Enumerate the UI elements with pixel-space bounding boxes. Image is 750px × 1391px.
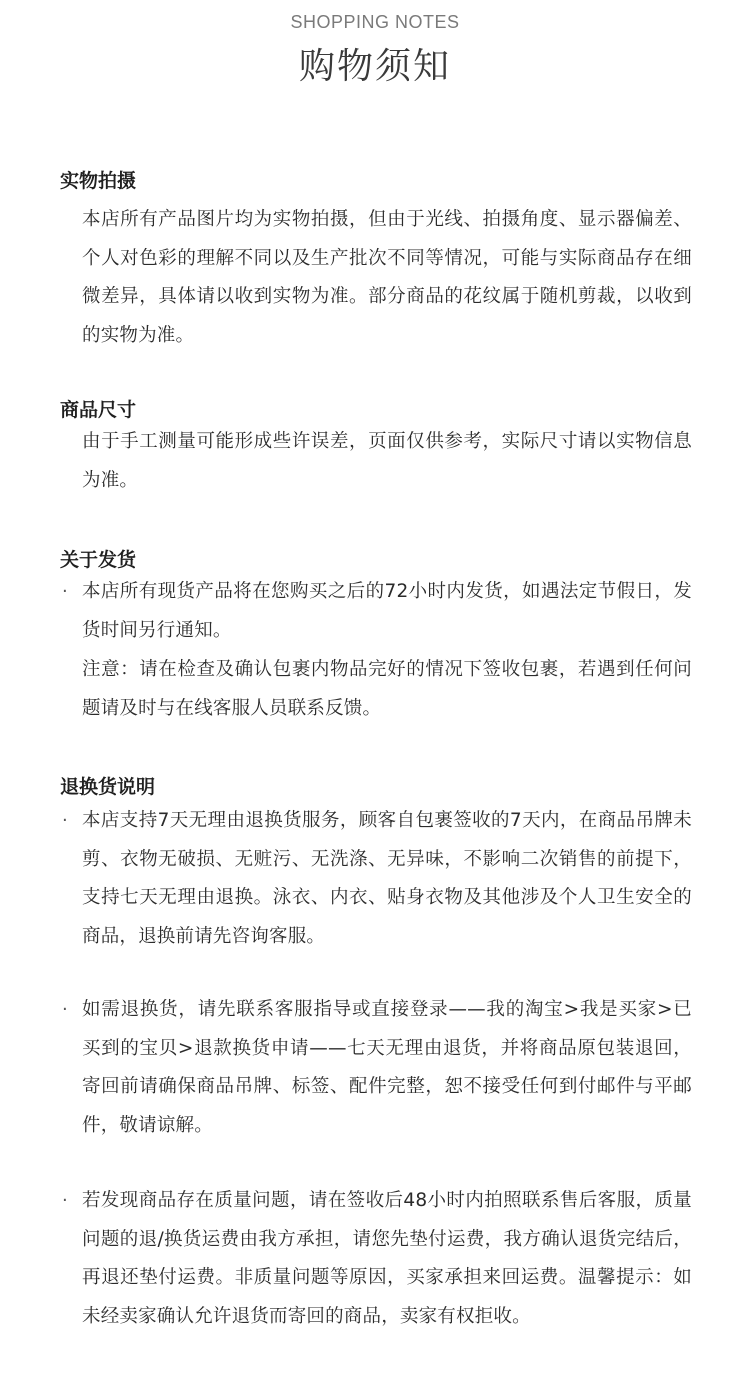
section-paragraph: 本店所有现货产品将在您购买之后的72小时内发货，如遇法定节假日，发货时间另行通知。 [82, 581, 692, 641]
section-paragraph: 若发现商品存在质量问题，请在签收后48小时内拍照联系售后客服，质量问题的退/换货运费由我方承担，请您先垫付运费，我方确认退货完结后，再退还垫付运费。非质量问题等原因，买家承担来回运费。温馨提示：如未经卖家确认允许退货而寄回的商品，卖家有权拒收。 [82, 1190, 692, 1327]
section-paragraph: 如需退换货，请先联系客服指导或直接登录——我的淘宝>我是买家>已买到的宝贝>退款换货申请——七天无理由退货，并将商品原包装退回，寄回前请确保商品吊牌、标签、配件完整，恕不接受任何到付邮件与平邮件，敬请谅解。 [82, 999, 692, 1136]
bullet-marker: · [62, 581, 68, 602]
section-paragraph: 注意：请在检查及确认包裹内物品完好的情况下签收包裹，若遇到任何问题请及时与在线客服人员联系反馈。 [82, 659, 692, 719]
page-subtitle: SHOPPING NOTES [290, 12, 460, 32]
section-title: 商品尺寸 [60, 399, 137, 421]
page-title: 购物须知 [298, 46, 451, 87]
bullet-marker: · [62, 810, 68, 831]
section-title: 退换货说明 [60, 776, 156, 798]
section-paragraph: 本店支持7天无理由退换货服务，顾客自包裹签收的7天内，在商品吊牌未剪、衣物无破损、无赃污、无洗涤、无异味，不影响二次销售的前提下，支持七天无理由退换。泳衣、内衣、贴身衣物及其他涉及个人卫生安全的商品，退换前请先咨询客服。 [82, 810, 692, 947]
section-title: 关于发货 [60, 549, 137, 571]
bullet-marker: · [62, 999, 68, 1020]
section-paragraph: 本店所有产品图片均为实物拍摄，但由于光线、拍摄角度、显示器偏差、个人对色彩的理解不同以及生产批次不同等情况，可能与实际商品存在细微差异，具体请以收到实物为准。部分商品的花纹属于随机剪裁，以收到的实物为准。 [82, 209, 692, 346]
section-paragraph: 由于手工测量可能形成些许误差，页面仅供参考，实际尺寸请以实物信息为准。 [82, 431, 692, 491]
bullet-marker: · [62, 1190, 68, 1211]
section-title: 实物拍摄 [60, 170, 137, 192]
